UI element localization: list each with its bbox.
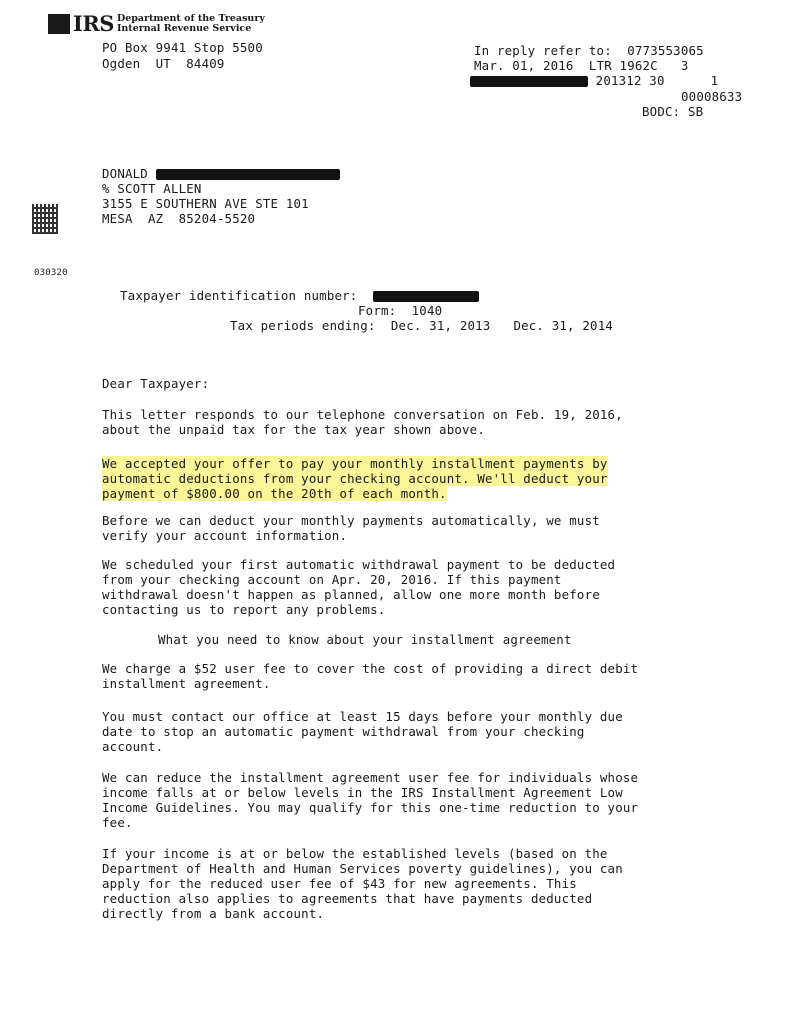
reply-number: 0773553065	[627, 43, 704, 58]
reference-line-3	[470, 73, 718, 88]
reply-label: In reply refer to:	[474, 43, 612, 58]
recipient-name	[102, 166, 340, 181]
redaction-bar	[373, 291, 479, 302]
reference-line-4: 00008633	[681, 89, 743, 104]
recipient-first-name: DONALD	[102, 166, 148, 181]
letter-date-line	[474, 58, 689, 73]
redaction-bar	[156, 169, 340, 180]
letter-date: Mar. 01, 2016	[474, 58, 574, 73]
paragraph-3: Before we can deduct your monthly payments automatically, we must verify your account information.	[102, 513, 600, 543]
tin-line	[120, 288, 479, 303]
department-name	[117, 14, 265, 34]
letter-number: 3	[680, 58, 689, 73]
reference-code: 201312 30	[595, 73, 665, 88]
letter-code: LTR 1962C	[588, 58, 658, 73]
return-address-line-1: PO Box 9941 Stop 5500	[102, 40, 263, 55]
paragraph-5: We charge a $52 user fee to cover the cost of providing a direct debit installment agreement.	[102, 661, 639, 691]
form-label: Form:	[358, 303, 397, 318]
irs-logo	[48, 11, 265, 36]
section-heading: What you need to know about your installment agreement	[158, 632, 572, 647]
recipient-care-of: % SCOTT ALLEN	[102, 181, 202, 196]
paragraph-7: We can reduce the installment agreement user fee for individuals whose income falls at or below levels in the IRS Installment Agreement Low Income Guidelines. You may qualify for this one-time reduction to your fee.	[102, 770, 639, 830]
reply-reference	[474, 43, 704, 58]
reference-num: 1	[710, 73, 719, 88]
highlighted-text: We accepted your offer to pay your monthly installment payments by automatic deductions from your checking account. We'll deduct your payment of $800.00 on the 20th of each month.	[102, 456, 608, 501]
reference-line-5: BODC: SB	[642, 104, 704, 119]
tin-label: Taxpayer identification number:	[120, 288, 358, 303]
recipient-street: 3155 E SOUTHERN AVE STE 101	[102, 196, 309, 211]
recipient-city: MESA AZ 85204-5520	[102, 211, 256, 226]
dept-line-2: Internal Revenue Service	[116, 23, 252, 34]
paragraph-8: If your income is at or below the established levels (based on the Department of Health and Human Services poverty guidelines), you can apply for the reduced user fee of $43 for new agreements. This reduction also applies to agreements that have payments deducted directly from a bank account.	[102, 846, 623, 921]
agency-name: IRS	[73, 11, 114, 36]
salutation: Dear Taxpayer:	[102, 376, 210, 391]
paragraph-2-highlighted	[102, 456, 762, 501]
tax-periods-line	[230, 318, 613, 333]
paragraph-4: We scheduled your first automatic withdrawal payment to be deducted from your checking account on Apr. 20, 2016. If this payment withdrawal doesn't happen as planned, allow one more month before contacting us to report any problems.	[102, 557, 616, 617]
paragraph-1: This letter responds to our telephone conversation on Feb. 19, 2016, about the unpaid tax for the tax year shown above.	[102, 407, 623, 437]
barcode-icon	[32, 204, 58, 234]
eagle-icon	[48, 14, 70, 34]
redaction-bar	[470, 76, 588, 87]
form-line	[358, 303, 442, 318]
periods-label: Tax periods ending:	[230, 318, 376, 333]
period-1: Dec. 31, 2013	[390, 318, 491, 333]
document-code: 030320	[34, 268, 68, 278]
dept-line-1: Department of the Treasury	[116, 13, 265, 24]
paragraph-6: You must contact our office at least 15 days before your monthly due date to stop an automatic payment withdrawal from your checking account.	[102, 709, 623, 754]
period-2: Dec. 31, 2014	[513, 318, 614, 333]
return-address-line-2: Ogden UT 84409	[102, 56, 225, 71]
form-value: 1040	[411, 303, 443, 318]
